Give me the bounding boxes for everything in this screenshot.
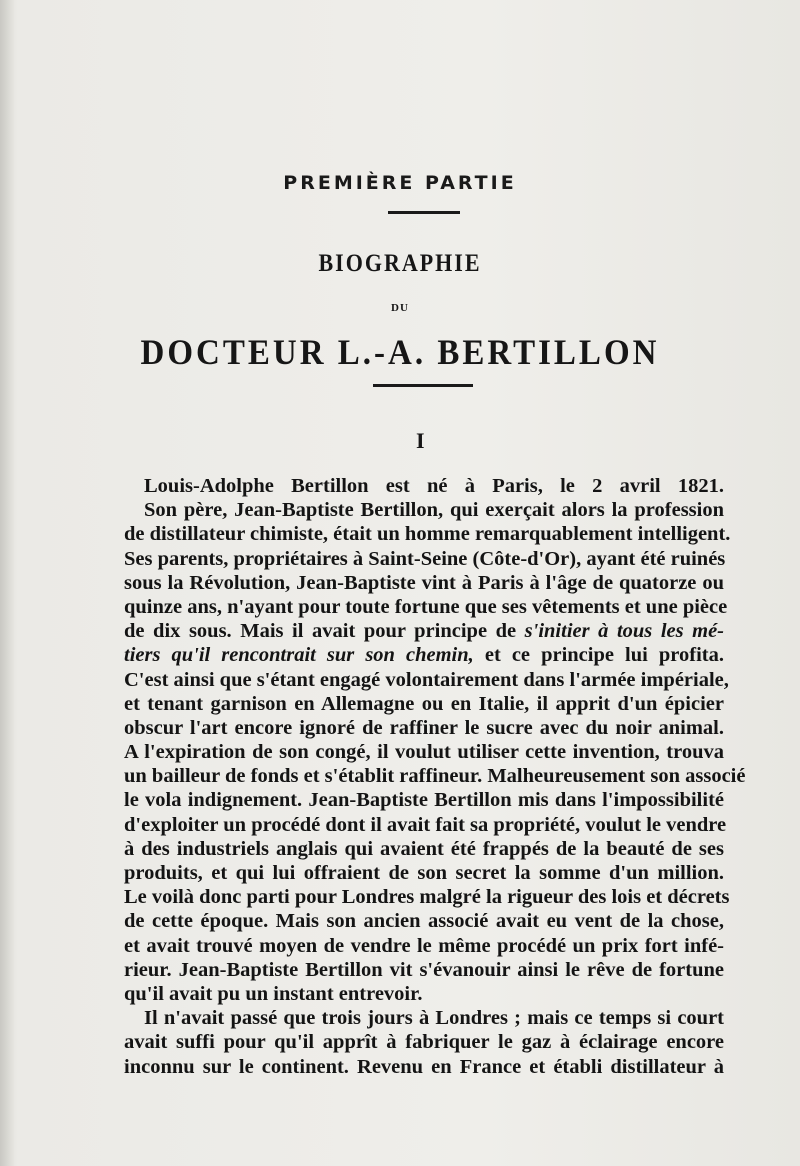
text-line: rieur. Jean-Baptiste Bertillon vit s'évanouir ainsi le rêve de fortune [124, 958, 724, 981]
heading-rule-bottom [373, 384, 473, 387]
text-line: tiers qu'il rencontrait sur son chemin, et ce principe lui profita. [124, 644, 724, 667]
heading-rule-top [388, 211, 460, 214]
text-line: Ses parents, propriétaires à Saint-Seine (Côte-d'Or), ayant été ruinés [124, 547, 726, 570]
biography-title: BIOGRAPHIE [318, 248, 482, 277]
text-line: de cette époque. Mais son ancien associé avait eu vent de la chose, [124, 910, 724, 933]
text-line: de distillateur chimiste, était un homme remarquablement intelligent. [124, 523, 731, 546]
text-line: et avait trouvé moyen de vendre le même procédé un prix fort infé- [124, 934, 724, 957]
text-line: le vola indignement. Jean-Baptiste Bertillon mis dans l'impossibilité [124, 789, 724, 812]
text-line: inconnu sur le continent. Revenu en France et établi distillateur à [124, 1055, 724, 1078]
text-line: à des industriels anglais qui avaient été frappés de la beauté de ses [124, 837, 724, 860]
text-line: C'est ainsi que s'étant engagé volontairement dans l'armée impériale, [124, 668, 729, 691]
text-line: avait suffi pour qu'il apprît à fabriquer le gaz à éclairage encore [124, 1031, 724, 1054]
text-line: obscur l'art encore ignoré de raffiner le sucre avec du noir animal. [124, 716, 724, 739]
subject-title: DOCTEUR L.-A. BERTILLON [140, 333, 660, 373]
text-line: de dix sous. Mais il avait pour principe de s'initier à tous les mé- [124, 620, 725, 643]
text-line: A l'expiration de son congé, il voulut utiliser cette invention, trouva [124, 741, 724, 764]
section-number: I [416, 428, 425, 453]
text-line: sous la Révolution, Jean-Baptiste vint à Paris à l'âge de quatorze ou [124, 571, 724, 594]
body-text [124, 474, 746, 1079]
text-line: et tenant garnison en Allemagne ou en Italie, il apprit d'un épicier [124, 692, 724, 715]
text-line: Il n'avait passé que trois jours à Londres ; mais ce temps si court [144, 1007, 724, 1030]
text-line: un bailleur de fonds et s'établit raffineur. Malheureusement son associé [124, 765, 746, 788]
text-line: qu'il avait pu un instant entrevoir. [124, 982, 423, 1005]
text-line: Louis-Adolphe Bertillon est né à Paris, le 2 avril 1821. [144, 475, 724, 497]
title-connector: DU [391, 302, 409, 314]
text-line: quinze ans, n'ayant pour toute fortune que ses vêtements et une pièce [124, 595, 728, 618]
text-line: d'exploiter un procédé dont il avait fait sa propriété, voulut le vendre [124, 813, 727, 836]
text-line: Son père, Jean-Baptiste Bertillon, qui exerçait alors la profession [144, 499, 724, 522]
part-heading: PREMIÈRE PARTIE [283, 172, 517, 194]
text-line: Le voilà donc parti pour Londres malgré la rigueur des lois et décrets [124, 886, 730, 909]
text-line: produits, et qui lui offraient de son secret la somme d'un million. [124, 862, 724, 884]
